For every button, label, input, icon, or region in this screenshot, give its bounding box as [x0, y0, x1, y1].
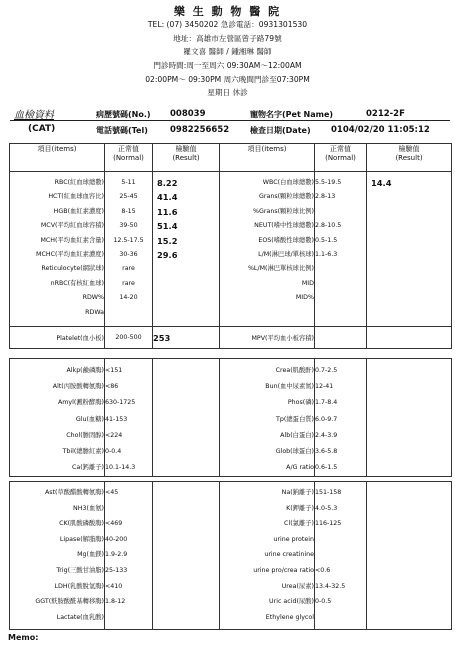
list-item: CK(肌酸磷酸脢) — [59, 520, 104, 528]
list-item: Alb(白蛋白) — [280, 431, 314, 439]
chemistry-left-result — [153, 359, 220, 477]
platelet-normal: 200-500 — [105, 327, 153, 349]
pet-name-value: 0212-2F — [366, 109, 405, 119]
list-item: NH3(血氨) — [73, 504, 104, 512]
chemistry-right-result — [367, 359, 452, 477]
list-item: Tbil(總膽紅素) — [62, 447, 104, 455]
list-item: nRBC(有核紅血球) — [50, 279, 104, 287]
list-item: NEUT(嗜中性球總數) — [254, 222, 314, 230]
list-item: %Grans(顆粒球比例) — [253, 207, 314, 215]
list-item: MCV(平均紅血球容積) — [40, 222, 104, 230]
clinic-address: 地址：高雄市左營區曾子路79號 — [173, 34, 282, 43]
chemistry-left-normal: <151 <86 630-1725 41-153 <224 0-0.4 10.1-14.3 — [105, 359, 153, 477]
clinic-doctors: 羅文喜 醫師 / 鍾湘琳 醫師 — [183, 47, 272, 56]
list-item: Chol(膽固醇) — [66, 431, 104, 439]
date-label: 檢查日期(Date) — [250, 126, 311, 135]
header-normal-right: 正常值 (Normal) — [315, 144, 367, 172]
list-item: Glu(血糖) — [75, 415, 104, 423]
hematology-table — [9, 143, 452, 349]
record-number-value: 008039 — [170, 109, 206, 119]
clinic-phone: TEL: (07) 3450202 急診電話：0931301530 — [147, 20, 308, 29]
list-item: Tp(總蛋白質) — [276, 415, 314, 423]
list-item: HCT(紅血球血容比) — [48, 193, 104, 201]
list-item: Amyl(澱粉酵脢) — [57, 399, 104, 407]
tel-label: 電話號碼(Tel) — [96, 126, 148, 135]
divider-top — [10, 120, 450, 121]
clinic-hours-1: 門診時間:周一至周六 09:30AM～12:00AM — [153, 61, 302, 70]
list-item: Reticulocyte(網狀球) — [41, 265, 104, 273]
list-item: Ast(草酸醋酸轉氨脢) — [44, 489, 104, 496]
list-item: Cl(氯離子) — [284, 520, 314, 528]
list-item: Crea(肌酸酐) — [275, 367, 314, 374]
enzyme-right-names — [220, 482, 315, 630]
list-item: WBC(白血球總數) — [262, 179, 314, 186]
header-result-left: 檢驗值 (Result) — [153, 144, 220, 172]
list-item: MID — [301, 279, 314, 287]
hematology-right-names — [220, 172, 315, 327]
species-label: (CAT) — [28, 124, 56, 134]
hematology-right-normal: 5.5-19.5 2.8-13 2.8-10.5 0.5-1.5 1.1-6.3 — [315, 172, 367, 327]
hematology-left-names — [10, 172, 105, 327]
list-item: EOS(嗜酸性球總數) — [258, 236, 314, 244]
enzyme-left-names — [10, 482, 105, 630]
mpv-normal — [315, 327, 367, 349]
list-item: Urea(尿素) — [281, 582, 314, 590]
list-item: MCH(平均血紅素含量) — [40, 236, 104, 244]
list-item: Glob(球蛋白) — [275, 447, 314, 455]
list-item: Ca(鈣離子) — [71, 464, 104, 472]
header-normal-left: 正常值 (Normal) — [105, 144, 153, 172]
platelet-result: 253 — [153, 327, 220, 349]
enzyme-right-normal: 151-158 4.0-5.3 116-125 <0.6 13.4-32.5 0-0.5 — [315, 482, 367, 630]
list-item: Lipase(解脂脢) — [59, 535, 104, 543]
list-item: %L/M(淋巴單核球比例) — [247, 265, 314, 273]
pet-name-label: 寵物名字(Pet Name) — [250, 110, 334, 119]
record-number-label: 病歷號碼(No.) — [96, 110, 151, 119]
tel-value: 0982256652 — [170, 125, 230, 135]
enzyme-table — [9, 481, 452, 630]
list-item: Uric acid(尿酸) — [269, 598, 314, 606]
list-item: urine pro/crea ratio — [253, 566, 314, 574]
platelet-name: Platelet(血小板) — [10, 327, 105, 349]
hematology-left-normal: 5-11 25-45 8-15 39-50 12.5-17.5 30-36 rare rare 14-20 — [105, 172, 153, 327]
chemistry-left-names — [10, 359, 105, 477]
list-item: Alkp(鹼磷脢) — [66, 367, 104, 374]
chemistry-right-normal: 0.7-2.5 12-41 1.7-8.4 6.0-9.7 2.4-3.9 3.6-5.8 0.6-1.5 — [315, 359, 367, 477]
list-item: Mg(血鎂) — [77, 551, 104, 559]
list-item: GGT(麩胺酸酰基轉移脢) — [35, 598, 104, 606]
section-title: 血檢資料 — [14, 110, 54, 121]
enzyme-left-result — [153, 482, 220, 630]
list-item: Na(鈉離子) — [281, 489, 314, 496]
mpv-result — [367, 327, 452, 349]
list-item: RDWa — [85, 308, 104, 316]
list-item: LDH(乳酸脫氫脢) — [54, 582, 104, 590]
memo-label: Memo: — [8, 633, 39, 642]
list-item: K(鉀離子) — [286, 504, 314, 512]
header-result-right: 檢驗值 (Result) — [367, 144, 452, 172]
list-item: RBC(紅血球總數) — [54, 179, 104, 186]
list-item: Grans(顆粒球總數) — [259, 193, 314, 201]
list-item: Alt(丙胺酸轉氨脢) — [52, 383, 104, 391]
enzyme-right-result — [367, 482, 452, 630]
list-item: Lactate(血乳酸) — [56, 613, 104, 621]
list-item: RDW% — [82, 294, 104, 302]
list-item: MID% — [295, 294, 314, 302]
list-item: urine creatinine — [264, 551, 314, 559]
enzyme-left-normal: <45 <469 40-200 1.9-2.9 25-133 <410 1.8-12 — [105, 482, 153, 630]
list-item: Trig(三酸甘油脂) — [56, 566, 104, 574]
chemistry-table — [9, 358, 452, 477]
clinic-hours-2: 02:00PM～ 09:30PM 周六晚間門診至07:30PM — [145, 75, 310, 84]
list-item: urine protein — [273, 535, 314, 543]
list-item: Bun(血中尿素氮) — [265, 383, 314, 391]
list-item: A/G ratio — [286, 464, 314, 472]
header-items-right: 項目(items) — [220, 144, 315, 172]
clinic-name: 樂 生 動 物 醫 院 — [173, 5, 282, 18]
list-item: L/M(淋巴球/單核球) — [258, 250, 314, 258]
list-item: MCHC(平均血紅素濃度) — [36, 250, 104, 258]
hematology-left-result: 8.22 41.4 11.6 51.4 15.2 29.6 — [153, 172, 220, 327]
chemistry-right-names — [220, 359, 315, 477]
date-value: 0104/02/20 11:05:12 — [331, 125, 430, 135]
header-items-left: 項目(items) — [10, 144, 105, 172]
list-item: Phos(磷) — [287, 399, 314, 407]
mpv-name: MPV(平均血小板容積) — [220, 327, 315, 349]
list-item: Ethylene glycol — [265, 613, 314, 621]
clinic-closed: 星期日 休診 — [207, 88, 248, 97]
hematology-right-result: 14.4 — [367, 172, 452, 327]
list-item: HGB(血紅素濃度) — [53, 207, 104, 215]
